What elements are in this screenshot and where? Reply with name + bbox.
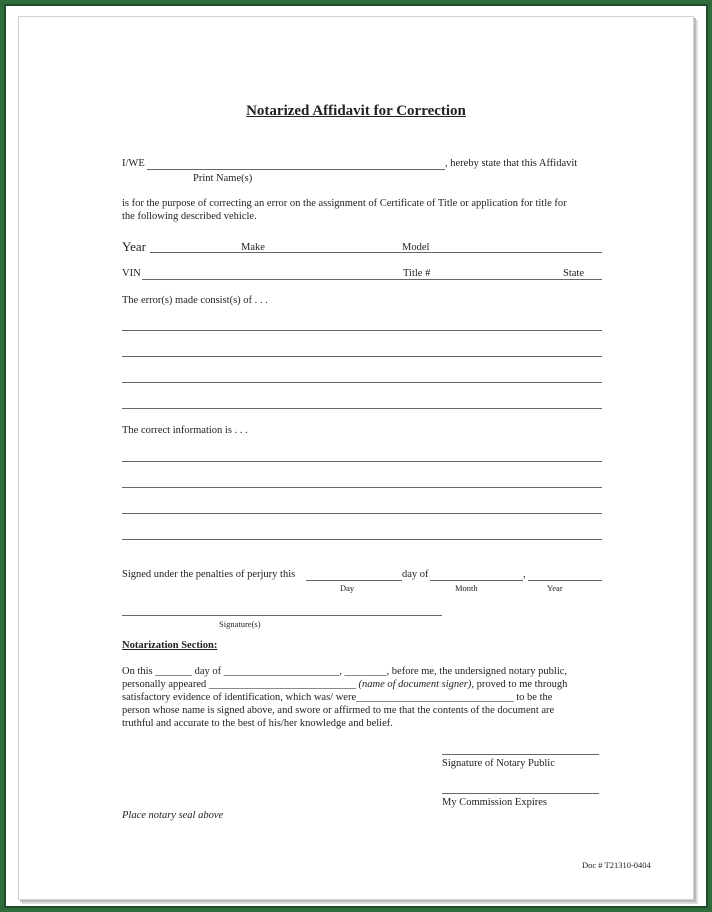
correct-line-4[interactable] [122,539,602,540]
notarization-line-5: truthful and accurate to the best of his/her knowledge and belief. [122,718,393,729]
errors-label: The error(s) made consist(s) of . . . [122,295,268,306]
document-title: Notarized Affidavit for Correction [246,103,466,119]
make-label: Make [241,242,265,253]
notarization-line-2c: proved to me through [476,679,568,690]
notarization-line-3: satisfactory evidence of identification, which was/ were______________________________ to be the [122,692,553,703]
state-text: , hereby state that this Affidavit [445,158,578,169]
notary-signature-field[interactable] [442,754,599,755]
correct-line-3[interactable] [122,513,602,514]
signature-field[interactable] [122,615,442,616]
errors-line-1[interactable] [122,330,602,331]
year-field[interactable] [528,580,602,581]
notarization-line-2b: (name of document signer), [358,679,474,690]
doc-number: Doc # T21310-0404 [582,860,651,870]
title-no-label: Title # [403,268,431,279]
purpose-line-1: is for the purpose of correcting an error on the assignment of Certificate of Title or application for title for [122,198,567,209]
notary-seal-label: Place notary seal above [122,810,224,821]
month-field[interactable] [430,580,523,581]
notarization-line-2a: personally appeared ____________________________ [122,679,356,690]
errors-line-3[interactable] [122,382,602,383]
iwe-label: I/WE [122,158,145,169]
signed-text: Signed under the penalties of perjury this [122,569,296,580]
year-sub-label: Year [547,583,563,593]
vin-label: VIN [122,268,141,279]
commission-expires-field[interactable] [442,793,599,794]
year-make-model-field[interactable] [150,252,602,253]
errors-line-2[interactable] [122,356,602,357]
year-label: Year [122,239,146,254]
signature-label: Signature(s) [219,619,261,629]
correct-line-1[interactable] [122,461,602,462]
correct-line-2[interactable] [122,487,602,488]
month-label: Month [455,583,478,593]
correct-label: The correct information is . . . [122,425,248,436]
print-names-label: Print Name(s) [193,173,253,184]
state-label: State [563,268,584,279]
day-label: Day [340,583,355,593]
notary-signature-label: Signature of Notary Public [442,758,555,769]
day-field[interactable] [306,580,402,581]
date-comma: , [523,569,526,580]
model-label: Model [402,242,430,253]
notarization-heading: Notarization Section: [122,640,218,651]
commission-expires-label: My Commission Expires [442,797,548,808]
notarization-line-2 [122,679,567,690]
day-of-text: day of [402,569,429,580]
errors-line-4[interactable] [122,408,602,409]
print-name-field[interactable] [147,169,445,170]
document-page [18,16,694,900]
notarization-line-4: person whose name is signed above, and swore or affirmed to me that the contents of the document are [122,705,555,716]
purpose-line-2: the following described vehicle. [122,211,257,222]
vin-title-state-field[interactable] [142,279,602,280]
notarization-line-1: On this _______ day of ______________________, ________, before me, the undersigned notary public, [122,666,568,677]
page-frame [4,4,708,908]
